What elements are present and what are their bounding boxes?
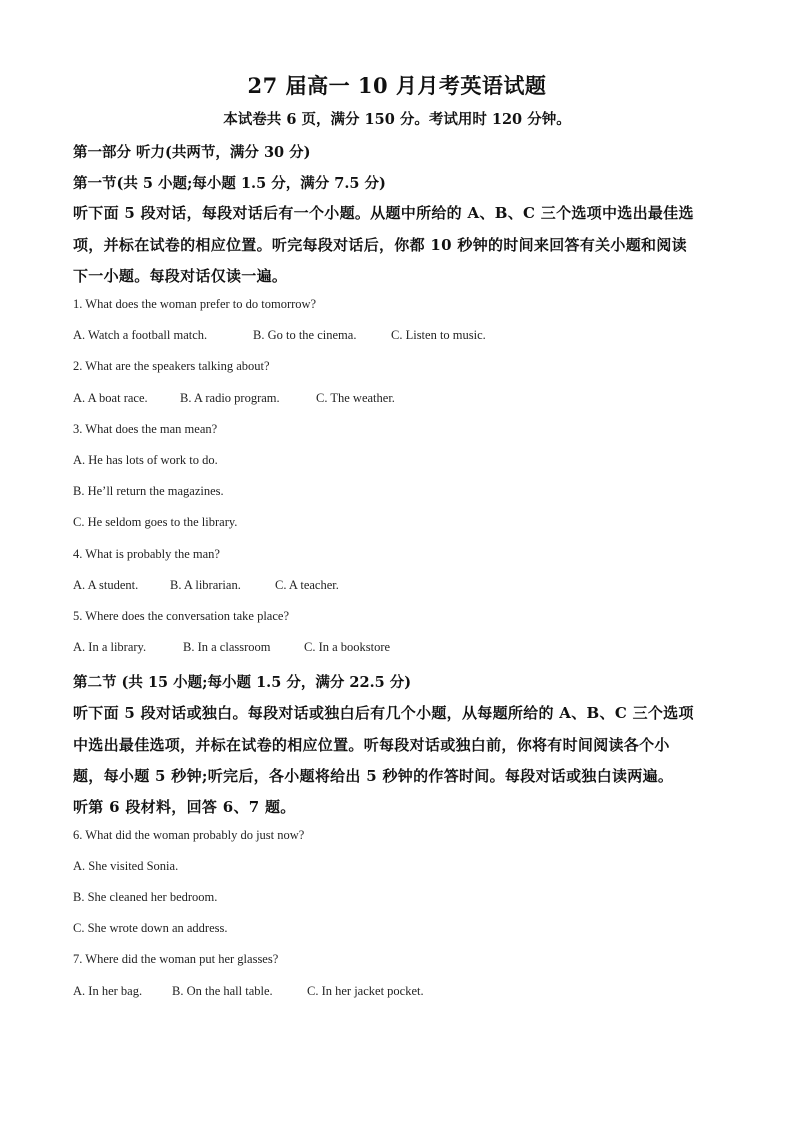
option-a: A. In a library.	[73, 640, 147, 654]
option-a: A. A student.	[73, 578, 139, 592]
option-c: C. Listen to music.	[391, 328, 486, 342]
option-a: A. A boat race.	[73, 391, 148, 405]
page-title: 27 届高一 10 月月考英语试题	[247, 73, 547, 98]
exam-info: 本试卷共 6 页，满分 150 分。考试用时 120 分钟。	[223, 111, 571, 128]
option-b: B. He’ll return the magazines.	[73, 484, 224, 498]
question-options	[73, 328, 486, 343]
section1-heading: 第一节(共 5 小题;每小题 1.5 分，满分 7.5 分)	[73, 175, 386, 192]
section2-directions-line: 中选出最佳选项，并标在试卷的相应位置。听每段对话或独白前，你将有时间阅读各个小	[73, 736, 670, 754]
question-text: 1. What does the woman prefer to do tomorrow?	[73, 297, 317, 311]
question-text: 7. Where did the woman put her glasses?	[73, 952, 279, 966]
section2-directions-line: 听第 6 段材料，回答 6、7 题。	[73, 798, 296, 816]
section2-directions-line: 题，每小题 5 秒钟;听完后，各小题将给出 5 秒钟的作答时间。每段对话或独白读两遍。	[73, 767, 674, 785]
option-b: B. A librarian.	[170, 578, 241, 592]
question-text: 3. What does the man mean?	[73, 422, 218, 436]
option-a: A. In her bag.	[73, 984, 143, 998]
option-a: A. He has lots of work to do.	[73, 453, 218, 467]
option-b: B. In a classroom	[183, 640, 271, 654]
option-c: C. A teacher.	[275, 578, 339, 592]
part1-heading: 第一部分 听力(共两节，满分 30 分)	[73, 144, 311, 161]
question-options	[73, 391, 395, 406]
option-b: B. She cleaned her bedroom.	[73, 890, 218, 904]
question-options	[73, 984, 424, 999]
option-b: B. Go to the cinema.	[253, 328, 357, 342]
option-c: C. The weather.	[316, 391, 395, 405]
section2-directions-line: 听下面 5 段对话或独白。每段对话或独白后有几个小题，从每题所给的 A、B、C 三个选项	[73, 704, 694, 722]
option-a: A. Watch a football match.	[73, 328, 208, 342]
option-a: A. She visited Sonia.	[73, 859, 179, 873]
option-b: B. On the hall table.	[172, 984, 273, 998]
option-c: C. He seldom goes to the library.	[73, 515, 238, 529]
section2-heading: 第二节 (共 15 小题;每小题 1.5 分，满分 22.5 分)	[73, 674, 412, 691]
option-c: C. In a bookstore	[304, 640, 391, 654]
question-text: 6. What did the woman probably do just now?	[73, 828, 305, 842]
question-options	[73, 640, 390, 655]
option-c: C. In her jacket pocket.	[307, 984, 424, 998]
question-text: 2. What are the speakers talking about?	[73, 359, 270, 373]
question-options	[73, 578, 339, 593]
section1-directions-line: 项，并标在试卷的相应位置。听完每段对话后，你都 10 秒钟的时间来回答有关小题和阅读	[73, 236, 687, 254]
question-text: 4. What is probably the man?	[73, 547, 220, 561]
option-b: B. A radio program.	[180, 391, 280, 405]
question-text: 5. Where does the conversation take place?	[73, 609, 289, 623]
section1-directions-line: 下一小题。每段对话仅读一遍。	[73, 267, 288, 285]
option-c: C. She wrote down an address.	[73, 921, 228, 935]
section1-directions-line: 听下面 5 段对话，每段对话后有一个小题。从题中所给的 A、B、C 三个选项中选出最佳选	[73, 204, 694, 222]
